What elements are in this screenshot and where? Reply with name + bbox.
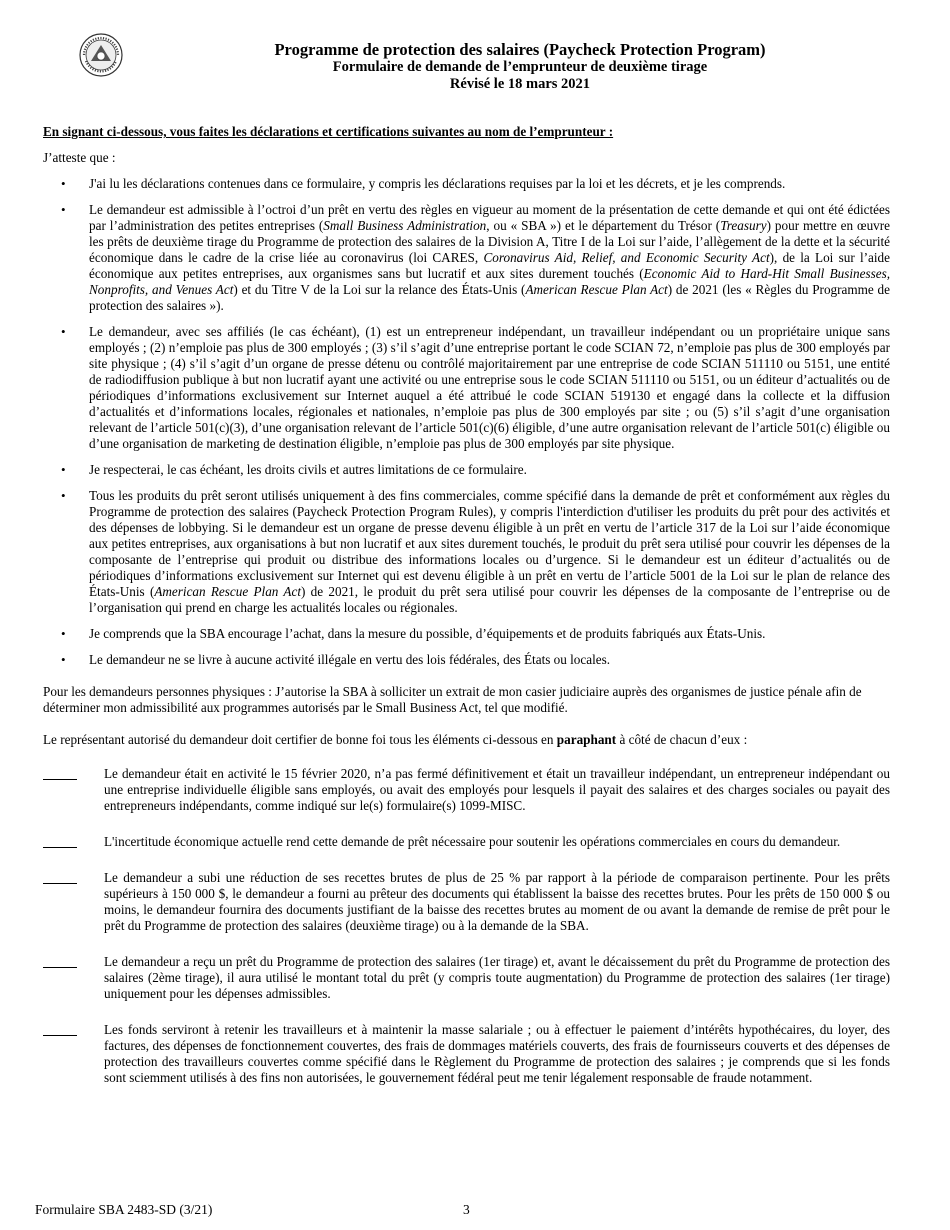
initial-item-text: Le demandeur a reçu un prêt du Programme de protection des salaires (1er tirage) et, avant le décaissement du prêt du Programme de protection des salaires (2ème tirage), il aura utilisé le montant total du prêt (y compris toute augmentation) du Programme de protection des salaires (1er tirage) uniquement pour les dépenses admissibles. bbox=[104, 954, 890, 1001]
list-item bbox=[43, 462, 890, 478]
form-subtitle: Formulaire de demande de l’emprunteur de deuxième tirage bbox=[332, 59, 708, 75]
bullet-icon: • bbox=[61, 202, 66, 217]
form-header bbox=[150, 40, 890, 93]
list-item-text: J'ai lu les déclarations contenues dans ce formulaire, y compris les déclarations requises par la loi et les décrets, et je les comprends. bbox=[89, 176, 786, 191]
initial-item bbox=[43, 834, 890, 850]
certification-heading: En signant ci-dessous, vous faites les déclarations et certifications suivantes au nom de l’emprunteur : bbox=[43, 124, 614, 139]
list-item bbox=[43, 324, 890, 452]
initial-item bbox=[43, 954, 890, 1002]
initial-item bbox=[43, 766, 890, 814]
bullet-icon: • bbox=[61, 652, 66, 667]
form-identifier: Formulaire SBA 2483-SD (3/21) bbox=[35, 1202, 213, 1217]
natural-persons-authorization: Pour les demandeurs personnes physiques : J’autorise la SBA à solliciter un extrait de mon casier judiciaire auprès des organismes de justice pénale afin de déterminer mon admissibilité aux programmes autorisés par le Small Business Act, tel que modifié. bbox=[43, 684, 862, 715]
initials-field[interactable] bbox=[43, 1034, 77, 1036]
list-item-text: Le demandeur ne se livre à aucune activité illégale en vertu des lois fédérales, des États ou locales. bbox=[89, 652, 611, 667]
initials-field[interactable] bbox=[43, 778, 77, 780]
page-number: 3 bbox=[463, 1202, 470, 1217]
revision-date: Révisé le 18 mars 2021 bbox=[449, 76, 591, 92]
attest-statement: J’atteste que : bbox=[43, 150, 116, 165]
list-item bbox=[43, 488, 890, 616]
bullet-icon: • bbox=[61, 462, 66, 477]
bullet-icon: • bbox=[61, 488, 66, 503]
list-item-text: Le demandeur est admissible à l’octroi d’un prêt en vertu des règles en vigueur au moment de la présentation de cette demande et qui ont été édictées par l’administration des petites entreprises (Small Business Administration, ou « SBA ») et le département du Trésor (Treasury) pour mettre en œuvre les prêts de deuxième tirage du Programme de protection des salaires de la Division A, Titre I de la Loi sur l’aide, l’allègement de la dette et la sécurité économique dans le cadre de la crise liée au coronavirus (loi CARES, Coronavirus Aid, Relief, and Economic Security Act), de la Loi sur l’aide économique aux petites entreprises, aux organismes sans but lucratif et aux sites durement touchés (Economic Aid to Hard-Hit Small Businesses, Nonprofits, and Venues Act) et du Titre V de la Loi sur la relance des États-Unis (American Rescue Plan Act) de 2021 (les « Règles du Programme de protection des salaires »). bbox=[89, 202, 891, 313]
initial-item bbox=[43, 870, 890, 934]
initial-item bbox=[43, 1022, 890, 1086]
list-item-text: Tous les produits du prêt seront utilisés uniquement à des fins commerciales, comme spécifié dans la demande de prêt et conformément aux règles du Programme de protection des salaires (Paycheck Protection Program Rules), y compris l'interdiction d'utiliser les produits du prêt pour des activités et des dépenses de lobbying. Si le demandeur est un organe de presse devenu éligible à un prêt en vertu de l’article 317 de la Loi sur l’aide économique aux petites entreprises, aux organisations à but non lucratif et aux sites durement touchés, le produit du prêt sera utilisé pour couvrir les dépenses de la composante de l’entreprise qui produit ou distribue des informations locales ou d’urgence. Si le demandeur est un éditeur d’actualités ou de périodiques d’informations exclusivement sur Internet qui est devenu éligible à un prêt en vertu de l’article 5001 de la Loi sur le plan de relance des États-Unis (American Rescue Plan Act) de 2021, le produit du prêt sera utilisé pour couvrir les dépenses de la composante de l’entreprise ou de l’organisation qui prend en charge les actualités locales ou régionales. bbox=[89, 488, 890, 615]
initials-field[interactable] bbox=[43, 846, 77, 848]
initials-section bbox=[43, 766, 890, 1086]
list-item bbox=[43, 652, 890, 668]
initial-item-text: Le demandeur était en activité le 15 février 2020, n’a pas fermé définitivement et était un travailleur indépendant, un entrepreneur indépendant ou une entreprise individuelle éligible sans employés, ou avait des employés pour lesquels il payait des salaires et des charges sociales ou payait des entrepreneurs indépendants, comme indiqué sur le(s) formulaire(s) 1099-MISC. bbox=[104, 766, 890, 813]
bullet-icon: • bbox=[61, 626, 66, 641]
bullet-icon: • bbox=[61, 176, 66, 191]
sba-seal-icon bbox=[79, 33, 123, 77]
form-title: Programme de protection des salaires (Paycheck Protection Program) bbox=[274, 40, 766, 59]
representative-instructions: Le représentant autorisé du demandeur doit certifier de bonne foi tous les éléments ci-dessous en paraphant à côté de chacun d’eux : bbox=[43, 732, 748, 747]
bullet-icon: • bbox=[61, 324, 66, 339]
list-item-text: Je comprends que la SBA encourage l’achat, dans la mesure du possible, d’équipements et de produits fabriqués aux États-Unis. bbox=[89, 626, 766, 641]
form-body bbox=[43, 124, 890, 1106]
list-item bbox=[43, 176, 890, 192]
certification-list bbox=[43, 176, 890, 668]
initials-field[interactable] bbox=[43, 966, 77, 968]
initial-item-text: Les fonds serviront à retenir les travailleurs et à maintenir la masse salariale ; ou à effectuer le paiement d’intérêts hypothécaires, du loyer, des factures, des dépenses de fonctionnement couvertes, des frais de dommages matériels couverts, des frais de fournisseurs couverts et des dépenses de protection des travailleurs couvertes comme spécifié dans le Règlement du Programme de protection des salaires ; je comprends que si les fonds sont sciemment utilisés à des fins non autorisées, le gouvernement fédéral peut me tenir légalement responsable de fraude notamment. bbox=[104, 1022, 890, 1085]
list-item-text: Le demandeur, avec ses affiliés (le cas échéant), (1) est un entrepreneur indépendant, un travailleur indépendant ou un propriétaire unique sans employés ; (2) n’emploie pas plus de 300 employés ; (3) s’il s’agit d’une entreprise portant le code SCIAN 72, n’emploie pas plus de 300 employés par site physique ; (4) s’il s’agit d’un organe de presse détenu ou contrôlé majoritairement par une entreprise de code SCIAN 511110 ou 5151, une entité de radiodiffusion publique à but non lucratif ayant une activité ou une entreprise sous le code SCIAN 511110 ou 5151, ou un éditeur d’actualités ou de périodiques d’informations exclusivement sur Internet auquel a été attribué le code SCIAN 519130 et engagé dans la collecte et la diffusion d’actualités et d’informations locales, régionales et nationales, n’emploie pas plus de 300 employés par site ; ou (5) s’il s’agit d’une organisation relevant de l’article 501(c)(3), d’une organisation relevant de l’article 501(c)(6) éligible, d’une autre organisation relevant de l’article 501(c) éligible ou d’une organisation de marketing de destination éligible, n’emploie pas plus de 300 employés par site physique. bbox=[89, 324, 890, 451]
list-item-text: Je respecterai, le cas échéant, les droits civils et autres limitations de ce formulaire. bbox=[89, 462, 527, 477]
list-item bbox=[43, 202, 890, 314]
initials-field[interactable] bbox=[43, 882, 77, 884]
initial-item-text: L'incertitude économique actuelle rend cette demande de prêt nécessaire pour soutenir les opérations commerciales en cours du demandeur. bbox=[104, 834, 841, 849]
initial-item-text: Le demandeur a subi une réduction de ses recettes brutes de plus de 25 % par rapport à la période de comparaison pertinente. Pour les prêts supérieurs à 150 000 $, le demandeur a fourni au prêteur des documents qui établissent la baisse des recettes brutes. Pour les prêts de 150 000 $ ou moins, le demandeur fournira des documents justifiant de la baisse des recettes brutes au moment de ou avant la demande de remise de prêt pour le prêt du Programme de protection des salaires (deuxième tirage) ou à la demande de la SBA. bbox=[104, 870, 890, 933]
list-item bbox=[43, 626, 890, 642]
